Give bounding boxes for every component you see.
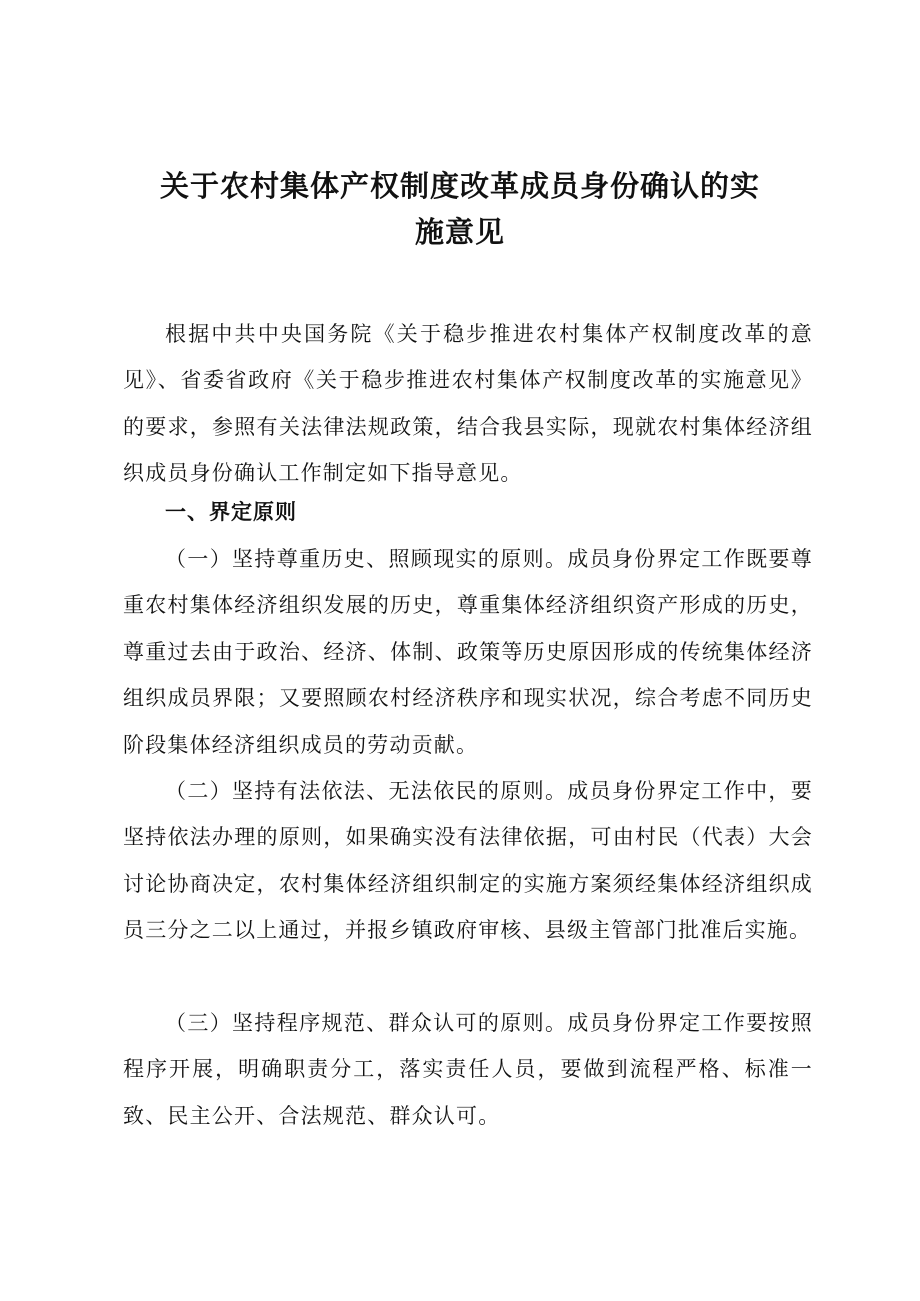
- principle-paragraph-3: （三）坚持程序规范、群众认可的原则。成员身份界定工作要按照程序开展，明确职责分工，落实责任人员，要做到流程严格、标准一致、民主公开、合法规范、群众认可。: [123, 1011, 813, 1128]
- document-title-line-2: 施意见: [414, 215, 505, 249]
- principle-paragraph-1: （一）坚持尊重历史、照顾现实的原则。成员身份界定工作既要尊重农村集体经济组织发展的历史，尊重集体经济组织资产形成的历史，尊重过去由于政治、经济、体制、政策等历史原因形成的传统集体经济组织成员界限；又要照顾农村经济秩序和现实状况，综合考虑不同历史阶段集体经济组织成员的劳动贡献。: [123, 547, 813, 757]
- document-title-line-1: 关于农村集体产权制度改革成员身份确认的实: [159, 169, 760, 203]
- section-heading-principles: 一、界定原则: [165, 500, 297, 524]
- principle-paragraph-2: （二）坚持有法依法、无法依民的原则。成员身份界定工作中，要坚持依法办理的原则，如果确实没有法律依据，可由村民（代表）大会讨论协商决定，农村集体经济组织制定的实施方案须经集体经济组织成员三分之二以上通过，并报乡镇政府审核、县级主管部门批准后实施。: [123, 779, 813, 943]
- intro-paragraph: 根据中共中央国务院《关于稳步推进农村集体产权制度改革的意见》、省委省政府《关于稳步推进农村集体产权制度改革的实施意见》的要求，参照有关法律法规政策，结合我县实际，现就农村集体经济组织成员身份确认工作制定如下指导意见。: [123, 322, 813, 486]
